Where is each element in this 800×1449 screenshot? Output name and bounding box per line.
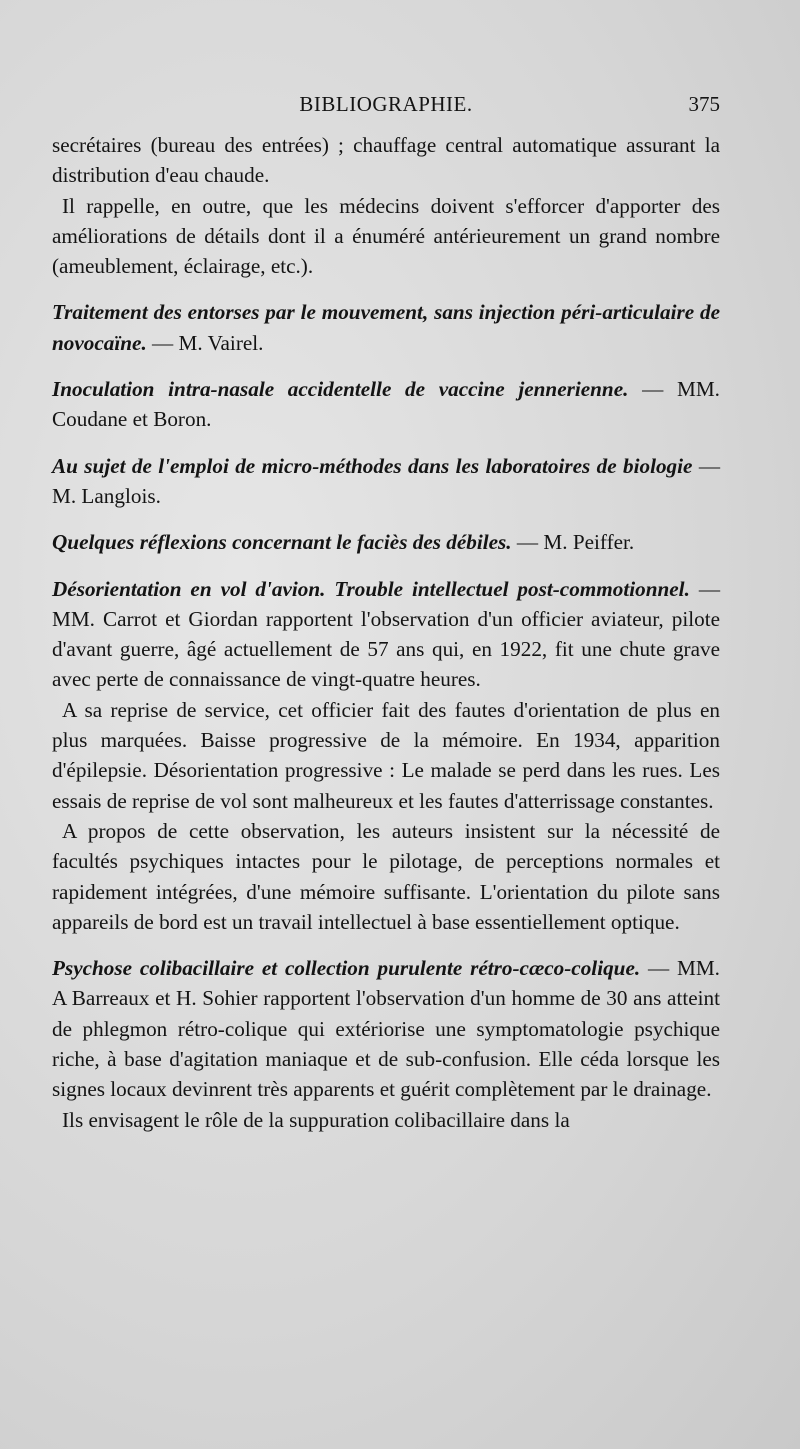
page-number: 375 xyxy=(688,92,720,116)
page-header xyxy=(52,92,720,120)
bibliography-entry xyxy=(52,297,720,358)
entry-author: — M. Vairel. xyxy=(146,330,264,355)
entry-title: Psychose colibacillaire et collection purulente rétro-cæco-colique. xyxy=(52,956,641,981)
entry-author: — MM. Coudane et Boron. xyxy=(52,377,720,432)
paragraph: A propos de cette observation, les auteurs insistent sur la nécessité de facultés psychiques intactes pour le pilotage, de perceptions normales et rapidement intégrées, d'une mémoire suffisante. L'orientation du pilote sans appareils de bord est un travail intellectuel à base essentiellement optique. xyxy=(52,818,720,934)
entry-author: — M. Langlois. xyxy=(52,453,721,508)
entry-author: — M. Peiffer. xyxy=(511,530,635,555)
entry-title: Inoculation intra-nasale accidentelle de vaccine jennerienne. xyxy=(52,377,629,402)
running-title: BIBLIOGRAPHIE. xyxy=(299,92,473,116)
bibliography-entry xyxy=(52,953,720,1104)
entry-title: Au sujet de l'emploi de micro-méthodes dans les laboratoires de biologie xyxy=(52,453,693,478)
bibliography-entry xyxy=(52,527,720,557)
entry-title: Quelques réflexions concernant le faciès des débiles. xyxy=(52,530,512,555)
paragraph: Il rappelle, en outre, que les médecins doivent s'efforcer d'apporter des améliorations de détails dont il a énuméré antérieurement un grand nombre (ameublement, éclairage, etc.). xyxy=(52,193,720,279)
entry-title: Traitement des entorses par le mouvement, sans injection péri-articulaire de novocaïne. xyxy=(52,300,720,355)
bibliography-entry xyxy=(52,574,720,695)
bibliography-entry xyxy=(52,451,720,512)
bibliography-entry xyxy=(52,374,720,435)
entry-summary: — MM. Carrot et Giordan rapportent l'observation d'un officier aviateur, pilote d'avant guerre, âgé actuellement de 57 ans qui, en 1922, fit une chute grave avec perte de connaissance de vingt-quatre heures. xyxy=(52,576,721,692)
entry-summary: — MM. A Barreaux et H. Sohier rapportent l'observation d'un homme de 30 ans atteint de phlegmon rétro-colique qui extériorise une symptomatologie psychique riche, à base d'agitation maniaque et de sub-confusion. Elle céda lorsque les signes locaux devinrent très apparents et guérit complètement par le drainage. xyxy=(52,956,720,1102)
entry-title: Désorientation en vol d'avion. Trouble intellectuel post-commotionnel. xyxy=(52,576,690,601)
paragraph: A sa reprise de service, cet officier fait des fautes d'orientation de plus en plus marquées. Baisse progressive de la mémoire. En 1934, apparition d'épilepsie. Désorientation progressive : Le malade se perd dans les rues. Les essais de reprise de vol sont malheureux et les fautes d'atterrissage constantes. xyxy=(52,697,720,813)
paragraph-continuation: secrétaires (bureau des entrées) ; chauffage central automatique assurant la distribution d'eau chaude. xyxy=(52,133,720,188)
body-text xyxy=(52,130,720,1135)
paragraph: Ils envisagent le rôle de la suppuration colibacillaire dans la xyxy=(62,1107,570,1132)
